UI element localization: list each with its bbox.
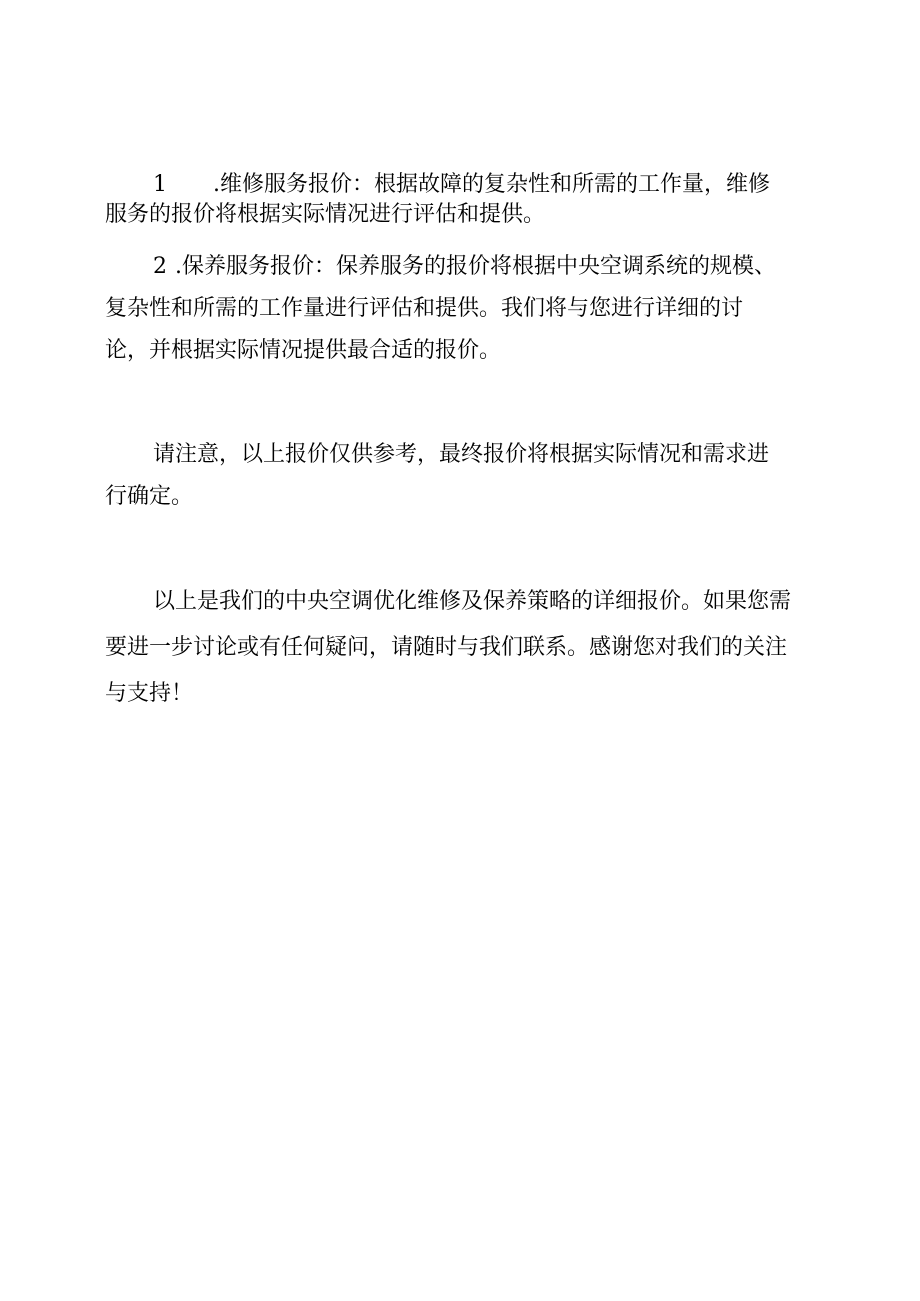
- paragraph-line: 请注意，以上报价仅供参考，最终报价将根据实际情况和需求进: [153, 442, 770, 467]
- list-item-line: [105, 170, 825, 200]
- list-item-maintenance-quote: [105, 246, 825, 372]
- list-item-line: 论，并根据实际情况提供最合适的报价。: [105, 338, 502, 363]
- paragraph-line: 与支持！: [105, 681, 194, 706]
- list-item-line: 复杂性和所需的工作量进行评估和提供。我们将与您进行详细的讨: [105, 296, 744, 321]
- list-item-line: 服务的报价将根据实际情况进行评估和提供。: [105, 202, 546, 227]
- paragraph-line: 要进一步讨论或有任何疑问，请随时与我们联系。感谢您对我们的关注: [105, 635, 788, 660]
- paragraph-line: 以上是我们的中央空调优化维修及保养策略的详细报价。如果您需: [153, 589, 792, 614]
- list-item-text: .保养服务报价：保养服务的报价将根据中央空调系统的规模、: [175, 254, 776, 279]
- list-item-text: .维修服务报价：根据故障的复杂性和所需的工作量，维修: [213, 172, 770, 197]
- list-item-repair-quote: [105, 170, 825, 230]
- note-paragraph: [105, 434, 825, 518]
- paragraph-line: 行确定。: [105, 484, 194, 509]
- list-item-line: [105, 246, 825, 288]
- list-item-number: 2: [153, 254, 167, 279]
- list-item-number: 1: [153, 172, 167, 197]
- closing-paragraph: [105, 579, 825, 717]
